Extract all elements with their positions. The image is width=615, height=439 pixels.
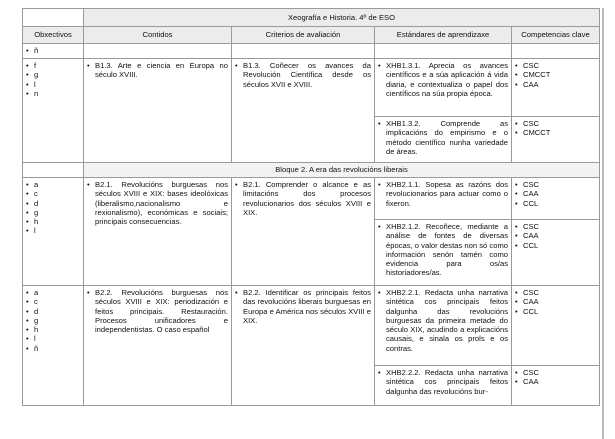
criteria-cell — [232, 59, 375, 163]
competences-cell — [512, 59, 600, 117]
content-text: B2.2. Revolucións burguesas nos séculos XVIII e XIX: periodización e feitos principais. Restauración. Procesos unificadores e independentistas. O caso español — [95, 288, 228, 334]
standard-cell — [375, 366, 512, 406]
bullet-icon: • — [26, 198, 29, 208]
list-item-text: n — [34, 88, 39, 98]
bullet-icon: • — [378, 288, 381, 297]
list-item — [515, 241, 596, 250]
table-title: Xeografía e Historia. 4º de ESO — [84, 9, 600, 27]
bullet-icon: • — [26, 189, 29, 199]
bullet-icon: • — [26, 217, 29, 226]
bullet-icon: • — [26, 315, 29, 325]
bullet-icon: • — [87, 180, 90, 189]
bullet-icon: • — [515, 198, 518, 208]
list-item — [26, 61, 80, 70]
bullet-icon: • — [515, 377, 518, 387]
standard-cell — [375, 59, 512, 117]
bullet-icon: • — [26, 334, 29, 344]
bullet-icon: • — [235, 288, 238, 297]
empty-cell — [232, 44, 375, 59]
list-item-text: c — [34, 297, 38, 307]
list-item-text: g — [34, 315, 39, 325]
list-item — [515, 222, 596, 231]
list-item-text: ñ — [34, 343, 39, 353]
bullet-icon: • — [87, 288, 90, 297]
list-item-text: a — [34, 288, 39, 297]
curriculum-table — [22, 8, 600, 406]
bullet-icon: • — [378, 368, 381, 377]
criteria-text: B2.1. Comprender o alcance e as limitacións dos procesos revolucionarios dos séculos XVIII e XIX. — [243, 180, 371, 217]
criteria-cell — [232, 286, 375, 406]
criteria-cell — [232, 178, 375, 286]
col-header-contents: Contidos — [84, 27, 232, 44]
competences-cell — [512, 117, 600, 163]
list-item-text: CSC — [523, 61, 540, 70]
standard-text: XHB2.2.1. Redacta unha narrativa sintética cos principais feitos dalgunha das revolucións burguesas da primeira metade do século XIX, acudindo a explicacións causais, e sinala os prols e os contras. — [386, 288, 508, 353]
bullet-icon: • — [26, 180, 29, 189]
list-item — [26, 288, 80, 297]
list-item-text: CSC — [523, 180, 540, 189]
standard-text: XHB1.3.1. Aprecia os avances científicos e a súa aplicación á vida diaria, e contextualiza o papel dos científicos na súa propia época. — [386, 61, 508, 98]
list-item — [26, 208, 80, 217]
bullet-icon: • — [26, 297, 29, 307]
list-item-text: CAA — [523, 231, 539, 241]
bullet-icon: • — [515, 79, 518, 89]
list-item-text: a — [34, 180, 39, 189]
list-item-text: l — [34, 226, 36, 236]
bullet-icon: • — [26, 79, 29, 89]
list-item-text: g — [34, 70, 39, 80]
bullet-icon: • — [515, 231, 518, 241]
list-item — [515, 231, 596, 240]
bullet-icon: • — [515, 61, 518, 70]
content-cell — [84, 59, 232, 163]
criteria-text: B1.3. Coñecer os avances da Revolución Científica desde os séculos XVII e XVIII. — [243, 61, 371, 89]
col-header-criteria: Criterios de avaliación — [232, 27, 375, 44]
list-item — [26, 199, 80, 208]
list-item — [515, 128, 596, 137]
objectives-cell — [23, 286, 84, 406]
content-text: B2.1. Revolucións burguesas nos séculos XVIII e XIX: bases ideolóxicas (liberalismo,nacionalismo e rexionalismo), económicas e sociais; principais consecuencias. — [95, 180, 228, 226]
list-item-text: CSC — [523, 222, 540, 231]
list-item-text: CCL — [523, 198, 539, 208]
standard-cell — [375, 117, 512, 163]
col-header-standards: Estándares de aprendizaxe — [375, 27, 512, 44]
content-cell — [84, 286, 232, 406]
bullet-icon: • — [87, 61, 90, 70]
list-item — [515, 70, 596, 79]
objectives-cell — [23, 178, 84, 286]
list-item — [26, 89, 80, 98]
list-item — [515, 180, 596, 189]
list-item — [26, 325, 80, 334]
list-item-text: CCL — [523, 240, 539, 250]
list-item-text: CMCCT — [523, 128, 551, 138]
bullet-icon: • — [26, 306, 29, 316]
list-item — [515, 61, 596, 70]
bullet-icon: • — [515, 128, 518, 138]
list-item-text: CCL — [523, 306, 539, 316]
bullet-icon: • — [515, 70, 518, 80]
bullet-icon: • — [26, 88, 29, 98]
list-item — [26, 189, 80, 198]
standard-text: XHB2.2.2. Redacta unha narrativa sintética cos principais feitos dalgunha das revolucións bur- — [386, 368, 508, 396]
list-item — [515, 199, 596, 208]
list-item-text: CSC — [523, 288, 540, 297]
list-item-text: ñ — [34, 46, 39, 55]
list-item-text: CAA — [523, 189, 539, 199]
objectives-cell — [23, 44, 84, 59]
block-spacer — [23, 163, 84, 178]
bullet-icon: • — [515, 240, 518, 250]
bullet-icon: • — [515, 222, 518, 231]
list-item-text: l — [34, 79, 36, 89]
list-item-text: f — [34, 61, 37, 70]
empty-cell — [375, 44, 512, 59]
bullet-icon: • — [26, 70, 29, 80]
list-item — [26, 180, 80, 189]
competences-cell — [512, 366, 600, 406]
bullet-icon: • — [378, 119, 381, 128]
standard-text: XHB2.1.1. Sopesa as razóns dos revolucionarios para actuar como o fixeron. — [386, 180, 508, 208]
col-header-competences: Competencias clave — [512, 27, 600, 44]
list-item-text: h — [34, 217, 39, 226]
competences-cell — [512, 286, 600, 366]
list-item-text: CMCCT — [523, 70, 551, 80]
list-item — [26, 307, 80, 316]
col-header-objectives: Obxectivos — [23, 27, 84, 44]
bullet-icon: • — [378, 222, 381, 231]
list-item — [26, 226, 80, 235]
list-item-text: l — [34, 334, 36, 344]
list-item-text: d — [34, 306, 39, 316]
list-item — [26, 316, 80, 325]
bullet-icon: • — [515, 189, 518, 199]
list-item — [26, 80, 80, 89]
list-item-text: h — [34, 325, 39, 334]
bullet-icon: • — [515, 119, 518, 128]
list-item — [515, 119, 596, 128]
corner-cell — [23, 9, 84, 27]
list-item — [515, 368, 596, 377]
bullet-icon: • — [26, 61, 29, 70]
list-item — [515, 80, 596, 89]
bullet-icon: • — [26, 325, 29, 334]
empty-cell — [84, 44, 232, 59]
bullet-icon: • — [235, 61, 238, 70]
bullet-icon: • — [515, 368, 518, 377]
bullet-icon: • — [378, 61, 381, 70]
block-heading: Bloque 2. A era das revolucións liberais — [84, 163, 600, 178]
standard-text: XHB1.3.2. Comprende as implicacións do empirismo e o método científico nunha variedade de áreas. — [386, 119, 508, 156]
competences-cell — [512, 178, 600, 220]
standard-text: XHB2.1.2. Recoñece, mediante a análise de fontes de diversas épocas, o valor destas non só como información senón tamén como evidencia para os/as historiadores/as. — [386, 222, 508, 278]
empty-cell — [512, 44, 600, 59]
bullet-icon: • — [515, 180, 518, 189]
list-item — [26, 46, 80, 55]
competences-cell — [512, 220, 600, 286]
standard-cell — [375, 286, 512, 366]
bullet-icon: • — [26, 46, 29, 55]
list-item — [26, 344, 80, 353]
list-item-text: CAA — [523, 79, 539, 89]
list-item — [26, 334, 80, 343]
standard-cell — [375, 178, 512, 220]
bullet-icon: • — [26, 343, 29, 353]
bullet-icon: • — [26, 288, 29, 297]
page-edge — [602, 8, 604, 439]
list-item — [26, 217, 80, 226]
list-item — [515, 307, 596, 316]
content-cell — [84, 178, 232, 286]
list-item-text: d — [34, 198, 39, 208]
list-item — [515, 377, 596, 386]
list-item-text: CSC — [523, 368, 540, 377]
list-item — [515, 288, 596, 297]
bullet-icon: • — [26, 207, 29, 217]
bullet-icon: • — [515, 288, 518, 297]
list-item — [515, 189, 596, 198]
bullet-icon: • — [515, 297, 518, 307]
standard-cell — [375, 220, 512, 286]
bullet-icon: • — [235, 180, 238, 189]
list-item-text: c — [34, 189, 38, 199]
list-item — [26, 70, 80, 79]
list-item-text: CAA — [523, 297, 539, 307]
bullet-icon: • — [26, 226, 29, 236]
objectives-cell — [23, 59, 84, 163]
bullet-icon: • — [378, 180, 381, 189]
criteria-text: B2.2. Identificar os principais feitos das revolucións liberais burguesas en Europa e América nos séculos XVIII e XIX. — [243, 288, 371, 325]
list-item — [515, 297, 596, 306]
list-item — [26, 297, 80, 306]
list-item-text: CSC — [523, 119, 540, 128]
bullet-icon: • — [515, 306, 518, 316]
list-item-text: CAA — [523, 377, 539, 387]
list-item-text: g — [34, 207, 39, 217]
content-text: B1.3. Arte e ciencia en Europa no século XVIII. — [95, 61, 228, 80]
